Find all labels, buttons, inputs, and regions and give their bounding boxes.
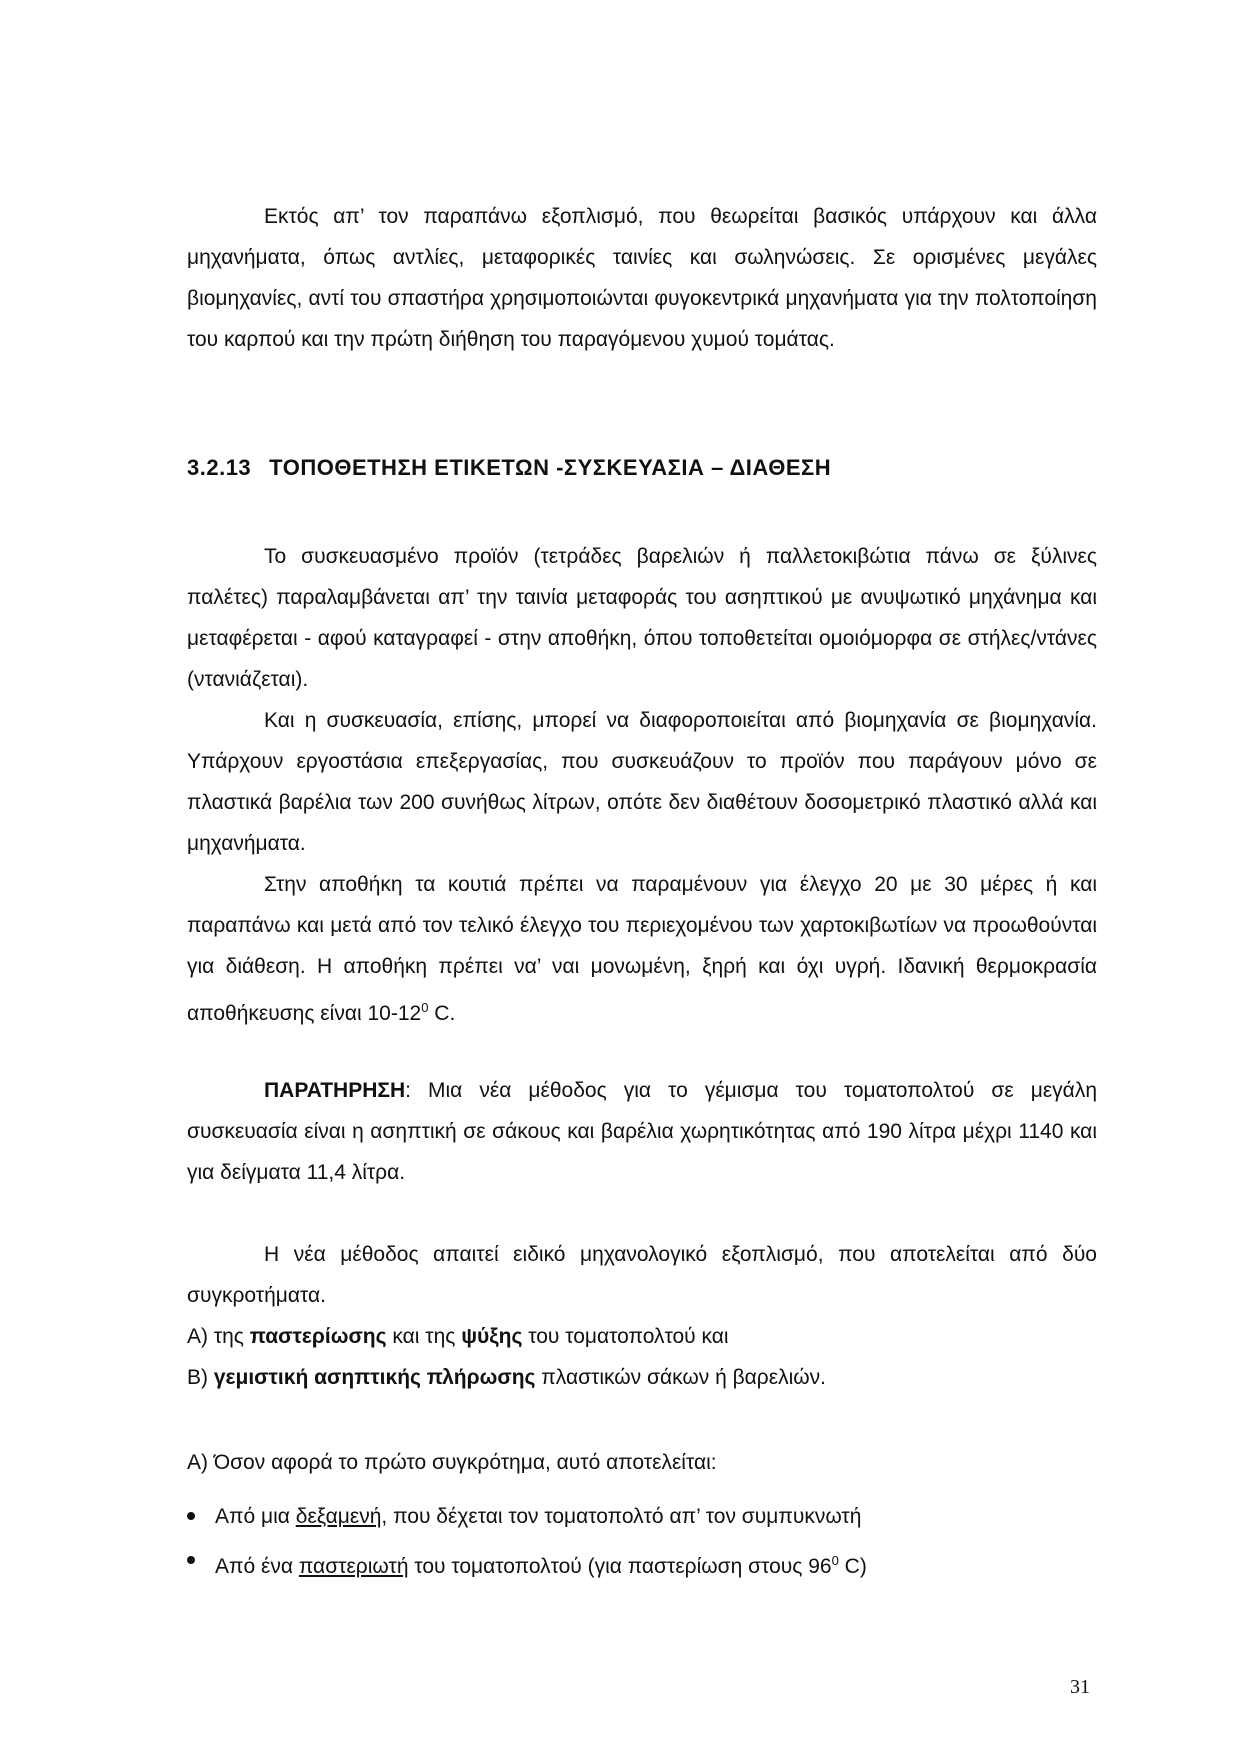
paragraph-industry [187, 700, 1097, 864]
paragraph-industry-text: Και η συσκευασία, επίσης, μπορεί να διαφοροποιείται από βιομηχανία σε βιομηχανία. Υπάρχουν εργοστάσια επεξεργασίας, που συσκευάζουν το προϊόν που παράγουν μόνο σε πλαστικά βαρέλια των 200 συνήθως λίτρων, οπότε δεν διαθέτουν δοσομετρικό πλαστικό αλλά και μηχανήματα. [187, 709, 1097, 855]
bullet-2-underlined: παστεριωτή [298, 1555, 409, 1578]
section-title: ΤΟΠΟΘΕΤΗΣΗ ΕΤΙΚΕΤΩΝ -ΣΥΣΚΕΥΑΣΙΑ – ΔΙΑΘΕΣΗ [269, 455, 832, 480]
list-item [187, 1495, 867, 1539]
degree-superscript: 0 [421, 1000, 429, 1015]
line-a-suffix: του τοματοπολτού και [522, 1325, 729, 1348]
bullet-2-tail: C) [838, 1555, 867, 1578]
note-paragraph [187, 1070, 1097, 1193]
line-a2-text: Α) Όσον αφορά το πρώτο συγκρότημα, αυτό αποτελείται: [187, 1451, 717, 1474]
line-a-mid: και της [386, 1325, 462, 1348]
line-b-bold: γεμιστική ασηπτικής πλήρωσης [213, 1366, 536, 1389]
section-heading [187, 455, 831, 481]
bullet-1-prefix: Από μια [215, 1505, 296, 1528]
bullet-2-prefix: Από ένα [215, 1555, 299, 1578]
list-item [187, 1539, 867, 1589]
line-a2 [187, 1442, 1097, 1483]
line-b [187, 1357, 1097, 1398]
paragraph-packaging-text: Το συσκευασμένο προϊόν (τετράδες βαρελιών ή παλλετοκιβώτια πάνω σε ξύλινες παλέτες) παραλαμβάνεται απ’ την ταινία μεταφοράς του ασηπτικού με ανυψωτικό μηχάνημα και μεταφέρεται - αφού καταγραφεί - στην αποθήκη, όπου τοποθετείται ομοιόμορφα σε στήλες/ντάνες (ντανιάζεται). [187, 545, 1097, 691]
note-label: ΠΑΡΑΤΗΡΗΣΗ [264, 1079, 406, 1102]
line-b-prefix: Β) [187, 1366, 214, 1389]
paragraph-method [187, 1234, 1097, 1316]
paragraph-equipment [187, 196, 1097, 360]
section-number: 3.2.13 [187, 455, 252, 480]
paragraph-method-text: Η νέα μέθοδος απαιτεί ειδικό μηχανολογικό εξοπλισμό, που αποτελείται από δύο συγκροτήματα. [187, 1243, 1097, 1307]
bullet-list [187, 1495, 867, 1589]
page-number: 31 [1070, 1676, 1090, 1698]
bullet-1-suffix: , που δέχεται τον τοματοπολτό απ’ τον συμπυκνωτή [381, 1505, 862, 1528]
note-text: : Μια νέα μέθοδος για το γέμισμα του τοματοπολτού σε μεγάλη συσκευασία είναι η ασηπτική σε σάκους και βαρέλια χωρητικότητας από 190 λίτρα μέχρι 1140 και για δείγματα 11,4 λίτρα. [187, 1079, 1097, 1184]
paragraph-storage-tail: C. [428, 1002, 456, 1025]
paragraph-storage [187, 864, 1097, 1034]
bullet-icon [187, 1556, 195, 1564]
degree-superscript: 0 [831, 1553, 839, 1568]
line-b-suffix: πλαστικών σάκων ή βαρελιών. [535, 1366, 827, 1389]
line-a [187, 1316, 1097, 1357]
paragraph-storage-text: Στην αποθήκη τα κουτιά πρέπει να παραμένουν για έλεγχο 20 με 30 μέρες ή και παραπάνω και μετά από τον τελικό έλεγχο του περιεχομένου των χαρτοκιβωτίων να προωθούνται για διάθεση. Η αποθήκη πρέπει να’ ναι μονωμένη, ξηρή και όχι υγρή. Ιδανική θερμοκρασία αποθήκευσης είναι 10-12 [187, 873, 1097, 1025]
bullet-icon [187, 1512, 195, 1520]
bullet-2-suffix: του τοματοπολτού (για παστερίωση στους 96 [408, 1555, 832, 1578]
paragraph-equipment-text: Εκτός απ’ τον παραπάνω εξοπλισμό, που θεωρείται βασικός υπάρχουν και άλλα μηχανήματα, όπως αντλίες, μεταφορικές ταινίες και σωληνώσεις. Σε ορισμένες μεγάλες βιομηχανίες, αντί του σπαστήρα χρησιμοποιώνται φυγοκεντρικά μηχανήματα για την πολτοποίηση του καρπού και την πρώτη διήθηση του παραγόμενου χυμού τομάτας. [187, 205, 1097, 351]
line-a-bold-2: ψύξης [461, 1325, 523, 1348]
bullet-1-underlined: δεξαμενή [295, 1505, 382, 1528]
paragraph-packaging [187, 536, 1097, 700]
line-a-prefix: Α) της [187, 1325, 250, 1348]
line-a-bold-1: παστερίωσης [249, 1325, 387, 1348]
